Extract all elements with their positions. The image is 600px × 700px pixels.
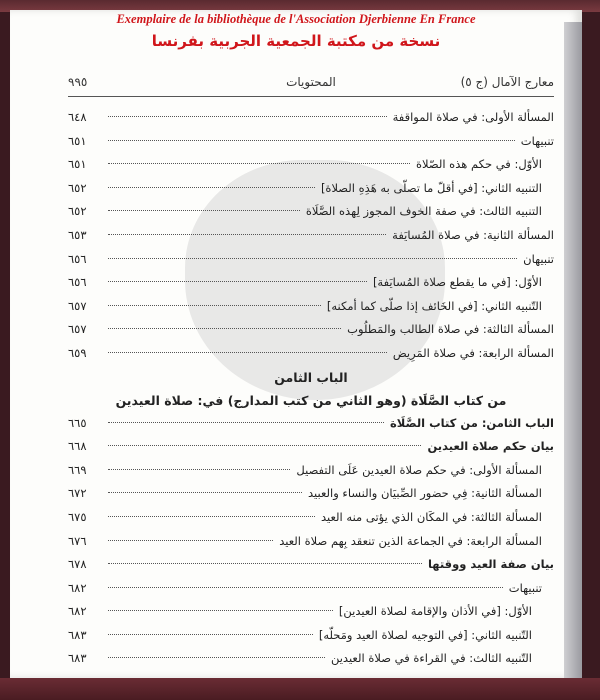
chapter-subtitle: من كتاب الصَّلَاة (وهو الثاني من كتب المدارج) في: صلاة العيدين bbox=[115, 392, 507, 408]
toc-entry-page: ٦٥٢ bbox=[68, 204, 87, 219]
toc-entry-page: ٦٥٢ bbox=[68, 180, 87, 195]
library-stamp-arabic: نسخة من مكتبة الجمعية الجربية بفرنسا bbox=[151, 32, 441, 50]
toc-entry bbox=[68, 553, 554, 577]
toc-entry-title: المسألة الثالثة: في المكَان الذي يؤتى منه العيد bbox=[321, 509, 542, 524]
toc-entry-page: ٦٨٣ bbox=[68, 651, 87, 666]
dot-leader bbox=[108, 281, 367, 282]
toc-entry-page: ٦٨٢ bbox=[68, 580, 87, 595]
toc-entry bbox=[68, 577, 554, 601]
dot-leader bbox=[108, 587, 503, 588]
dot-leader bbox=[108, 305, 321, 306]
section-title: المحتويات bbox=[286, 75, 336, 89]
page-number: ٩٩٥ bbox=[68, 75, 88, 89]
toc-entry-title: التنبيه الثالث: في صفة الخوف المجوز لِهذه الصَّلَاة bbox=[305, 204, 542, 219]
dot-leader bbox=[108, 210, 300, 211]
toc-entry-page: ٦٥٣ bbox=[68, 227, 87, 242]
toc-entry-title: تنبيهان bbox=[523, 251, 554, 266]
book-title: معارج الآمال (ج ٥) bbox=[460, 75, 554, 89]
dot-leader bbox=[108, 422, 384, 423]
toc-entry-page: ٦٥٦ bbox=[68, 275, 87, 290]
dot-leader bbox=[108, 116, 387, 117]
toc-entry-title: المسألة الثالثة: في صلاة الطالب والمَطلُوب bbox=[347, 322, 554, 337]
table-of-contents bbox=[68, 106, 554, 671]
toc-entry-page: ٦٥٧ bbox=[68, 298, 87, 313]
toc-entry-title: التنبيه الثاني: [في أقلّ ما تصلّى به هَذِهِ الصلاة] bbox=[320, 180, 542, 195]
dot-leader bbox=[108, 634, 313, 635]
toc-entry-page: ٦٥٧ bbox=[68, 322, 87, 337]
dot-leader bbox=[108, 540, 273, 541]
toc-entry bbox=[68, 412, 554, 436]
toc-block-1 bbox=[68, 106, 554, 366]
toc-entry bbox=[68, 153, 554, 177]
toc-entry bbox=[68, 318, 554, 342]
toc-entry-page: ٦٦٥ bbox=[68, 415, 87, 430]
toc-entry bbox=[68, 600, 554, 624]
toc-entry-page: ٦٤٨ bbox=[68, 110, 87, 124]
dot-leader bbox=[108, 657, 325, 658]
toc-entry-title: الباب الثامن: من كتاب الصَّلَاة bbox=[389, 415, 554, 430]
toc-entry-page: ٦٥٩ bbox=[68, 345, 87, 360]
dot-leader bbox=[108, 492, 302, 493]
toc-entry bbox=[68, 624, 554, 648]
dot-leader bbox=[108, 187, 315, 188]
toc-entry-page: ٦٨٣ bbox=[68, 627, 87, 642]
toc-entry bbox=[68, 271, 554, 295]
toc-entry bbox=[68, 506, 554, 530]
toc-entry-title: التّنبيه الثالث: في القراءة في صلاة العيدين bbox=[330, 651, 532, 666]
toc-entry-page: ٦٥٦ bbox=[68, 251, 87, 266]
dot-leader bbox=[108, 610, 333, 611]
toc-entry bbox=[68, 295, 554, 319]
dot-leader bbox=[108, 328, 341, 329]
dot-leader bbox=[108, 563, 422, 564]
toc-entry-title: الأوّل: [في ما يقطع صلاة المُسايَفة] bbox=[372, 275, 542, 290]
toc-entry-page: ٦٨٢ bbox=[68, 604, 87, 619]
toc-entry-title: المسألة الثانية: في صلاة المُسايَفة bbox=[392, 227, 554, 242]
toc-entry-title: بيان حكم صلاة العيدين bbox=[427, 439, 554, 454]
toc-entry-title: التّنبيه الثاني: [في التوجيه لصلاة العيد ومَحلّه] bbox=[318, 627, 532, 642]
toc-entry-title: المسألة الأولى: في حكم صلاة العيدين عَلَى التفصيل bbox=[296, 462, 542, 477]
library-stamp-french: Exemplaire de la bibliothèque de l'Association Djerbienne En France bbox=[116, 12, 476, 26]
toc-entry bbox=[68, 459, 554, 483]
dot-leader bbox=[108, 445, 421, 446]
dot-leader bbox=[108, 163, 410, 164]
toc-entry bbox=[68, 248, 554, 272]
toc-entry bbox=[68, 177, 554, 201]
dot-leader bbox=[108, 258, 517, 259]
running-header bbox=[68, 72, 554, 92]
toc-entry-title: الأوّل: في حكم هذه الصّلاة bbox=[415, 157, 542, 172]
toc-entry-title: المسألة الرابعة: في الجماعة الذين تنعقد بِهم صلاة العيد bbox=[279, 533, 542, 548]
header-rule bbox=[68, 96, 554, 97]
toc-entry-title: المسألة الثانية: فِي حضور الصِّبيَان والنساء والعبيد bbox=[308, 486, 542, 501]
toc-entry-page: ٦٧٥ bbox=[68, 509, 87, 524]
toc-entry-title: الأوّل: [في الأذان والإقامة لصلاة العيدين] bbox=[338, 604, 532, 619]
dot-leader bbox=[108, 234, 386, 235]
toc-entry-title: المسألة الرابعة: في صلاة المَرِيض bbox=[392, 345, 554, 360]
toc-entry bbox=[68, 130, 554, 154]
toc-entry bbox=[68, 647, 554, 671]
toc-entry bbox=[68, 435, 554, 459]
book-page bbox=[10, 10, 582, 678]
toc-entry bbox=[68, 482, 554, 506]
toc-entry bbox=[68, 200, 554, 224]
toc-entry bbox=[68, 530, 554, 554]
toc-entry-title: المسألة الأولى: في صلاة المواقفة bbox=[392, 110, 554, 124]
toc-entry-page: ٦٥١ bbox=[68, 157, 87, 172]
dot-leader bbox=[108, 352, 387, 353]
toc-entry-title: بيان صفة العيد ووقتها bbox=[427, 557, 554, 572]
toc-entry bbox=[68, 342, 554, 366]
dot-leader bbox=[108, 516, 315, 517]
page-edge bbox=[564, 22, 582, 678]
book-cover-bottom bbox=[0, 678, 600, 700]
toc-entry-page: ٦٧٦ bbox=[68, 533, 87, 548]
toc-entry-page: ٦٦٩ bbox=[68, 462, 87, 477]
toc-entry bbox=[68, 106, 554, 130]
toc-entry bbox=[68, 224, 554, 248]
dot-leader bbox=[108, 140, 515, 141]
toc-entry-page: ٦٧٢ bbox=[68, 486, 87, 501]
toc-entry-title: التّنبيه الثاني: [في الخَائف إذا صلّى كما أمكنه] bbox=[326, 298, 542, 313]
toc-block-2 bbox=[68, 412, 554, 672]
toc-entry-page: ٦٧٨ bbox=[68, 557, 87, 572]
toc-entry-title: تنبيهات bbox=[520, 133, 554, 148]
toc-entry-title: تنبيهات bbox=[508, 580, 542, 595]
dot-leader bbox=[108, 469, 290, 470]
toc-entry-page: ٦٥١ bbox=[68, 133, 87, 148]
chapter-title: الباب الثامن bbox=[274, 369, 348, 385]
toc-entry-page: ٦٦٨ bbox=[68, 439, 87, 454]
